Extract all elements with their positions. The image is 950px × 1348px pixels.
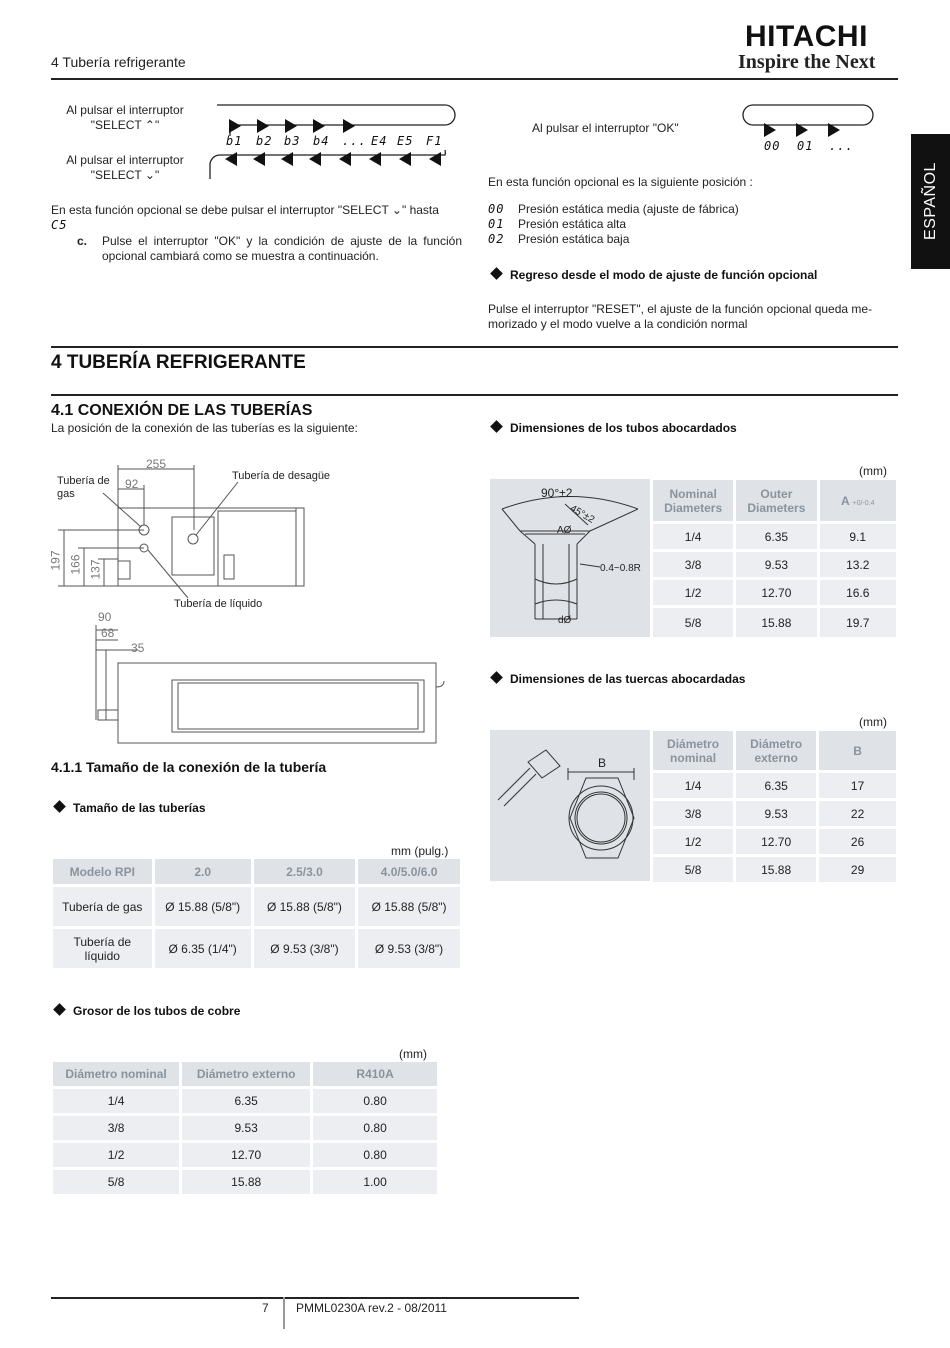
table-header-cell: Modelo RPI (53, 859, 152, 884)
code-ellipsis: ... (342, 134, 367, 148)
nut-b-label: B (598, 756, 607, 770)
dim-35: 35 (131, 641, 145, 655)
diamond-bullet-icon (53, 1003, 66, 1016)
section-title: 4 TUBERÍA REFRIGERANTE (51, 352, 306, 373)
liquid-pipe-label: Tubería de líquido (174, 598, 263, 610)
table-header-row: Diámetro nominal Diámetro externo R410A (53, 1062, 437, 1086)
section-rule-top (51, 346, 898, 348)
footer-divider (283, 1297, 285, 1329)
table-row: 1/2 12.70 0.80 (53, 1143, 437, 1167)
document-code: PMML0230A rev.2 - 08/2011 (296, 1301, 447, 1315)
page-number: 7 (262, 1301, 269, 1315)
option-item: 00 Presión estática media (ajuste de fábrica) (488, 202, 739, 216)
ok-label: Al pulsar el interruptor "OK" (532, 121, 679, 135)
flare-table (650, 477, 899, 640)
table-row: 5/8 15.88 19.7 (653, 608, 896, 637)
brand-logo: HITACHI (745, 20, 868, 53)
table-row: Tubería de gas Ø 15.88 (5/8") Ø 15.88 (5/8") Ø 15.88 (5/8") (53, 887, 460, 926)
diamond-bullet-icon (490, 420, 503, 433)
dim-137: 137 (88, 559, 103, 580)
table-row: Tubería de líquido Ø 6.35 (1/4") Ø 9.53 (3/8") Ø 9.53 (3/8") (53, 929, 460, 968)
table-header-cell: 2.5/3.0 (254, 859, 355, 884)
dim-68: 68 (101, 626, 115, 640)
code-f1: F1 (426, 134, 443, 148)
flare-unit: (mm) (859, 464, 887, 478)
chevron-up-circle-icon: ⌃ (144, 118, 155, 132)
select-down-label: Al pulsar el interruptor "SELECT ⌄" (66, 153, 184, 182)
dim-255: 255 (146, 457, 167, 471)
table-header-row (53, 859, 460, 884)
language-tab: ESPAÑOL (911, 134, 950, 269)
flare-a-label: AØ (557, 525, 572, 536)
dim-92: 92 (125, 477, 139, 491)
step-c-text: Pulse el interruptor "OK" y la condición de ajuste de la función opcional cambiará como se muestra a continuación. (102, 234, 462, 263)
code-b1: b1 (226, 134, 243, 148)
table-row: 1/4 6.35 0.80 (53, 1089, 437, 1113)
ok-code-ellipsis: ... (829, 139, 854, 153)
table-row: 5/8 15.88 29 (653, 857, 896, 882)
table-header-cell: 2.0 (155, 859, 251, 884)
return-text: Pulse el interruptor "RESET", el ajuste de la función opcional queda me- morizado y el modo vuelve a la condición normal (488, 302, 873, 331)
arrow-left-icons (225, 152, 441, 166)
table-row: 1/2 12.70 26 (653, 829, 896, 854)
thickness-heading: Grosor de los tubos de cobre (55, 1004, 240, 1018)
option-item: 01 Presión estática alta (488, 217, 627, 231)
code-e5: E5 (397, 134, 414, 148)
pipe-size-table (50, 856, 463, 971)
thickness-table (50, 1059, 440, 1197)
flare-d-label: dØ (558, 615, 572, 626)
diamond-bullet-icon (490, 267, 503, 280)
brand-tagline: Inspire the Next (738, 51, 876, 73)
flare-angle-label: 90°±2 (541, 486, 573, 500)
nut-unit: (mm) (859, 715, 887, 729)
header-rule (51, 78, 898, 80)
nut-table (650, 728, 899, 885)
table-header-row: Diámetro nominal Diámetro externo B (653, 731, 896, 770)
code-b2: b2 (256, 134, 273, 148)
pipe-size-unit: mm (pulg.) (391, 844, 449, 858)
chevron-down-circle-icon: ⌄ (391, 203, 402, 217)
option-list (488, 202, 739, 247)
table-header-cell: 4.0/5.0/6.0 (358, 859, 460, 884)
table-row: 5/8 15.88 1.00 (53, 1170, 437, 1194)
dim-166: 166 (68, 554, 83, 575)
nut-heading: Dimensiones de las tuercas abocardadas (492, 672, 745, 686)
table-row: 3/8 9.53 22 (653, 801, 896, 826)
ok-code-01: 01 (797, 139, 814, 153)
table-row: 3/8 9.53 13.2 (653, 552, 896, 577)
footer-rule (51, 1297, 579, 1299)
pipe-size-heading: Tamaño de las tuberías (55, 801, 206, 815)
flare-angle45-label: 45°±2 (568, 503, 597, 526)
diamond-bullet-icon (53, 800, 66, 813)
code-b3: b3 (284, 134, 301, 148)
section-rule-bottom (51, 394, 898, 396)
table-row: 3/8 9.53 0.80 (53, 1116, 437, 1140)
subsection-411-title: 4.1.1 Tamaño de la conexión de la tubería (51, 759, 327, 775)
select-instruction: En esta función opcional se debe pulsar el interruptor "SELECT ⌄" hasta C5 (51, 203, 439, 232)
position-intro: En esta función opcional es la siguiente posición : (488, 175, 753, 189)
arrow-right-icons (229, 119, 355, 133)
return-heading: Regreso desde el modo de ajuste de función opcional (492, 268, 817, 282)
select-sequence-diagram (205, 100, 460, 185)
thickness-unit: (mm) (399, 1047, 427, 1061)
code-e4: E4 (371, 134, 388, 148)
table-row: 1/4 6.35 17 (653, 773, 896, 798)
flare-r-label: 0.4~0.8R (600, 563, 641, 574)
subsection-41-text: La posición de la conexión de las tuberías es la siguiente: (51, 421, 358, 435)
select-up-label: Al pulsar el interruptor "SELECT ⌃" (66, 103, 184, 132)
section-header: 4 Tubería refrigerante (51, 54, 186, 70)
option-item: 02 Presión estática baja (488, 232, 630, 246)
diamond-bullet-icon (490, 671, 503, 684)
ok-code-00: 00 (764, 139, 781, 153)
flare-nut-figure (490, 730, 650, 881)
subsection-41-title: 4.1 CONEXIÓN DE LAS TUBERÍAS (51, 402, 313, 419)
gas-pipe-label: Tubería de gas (57, 475, 110, 500)
drain-pipe-label: Tubería de desagüe (232, 470, 331, 482)
dim-197: 197 (48, 550, 63, 571)
step-c-label: c. (77, 234, 88, 248)
table-row: 1/2 12.70 16.6 (653, 580, 896, 605)
chevron-down-circle-icon: ⌄ (144, 168, 155, 182)
table-row: 1/4 6.35 9.1 (653, 524, 896, 549)
dim-90: 90 (98, 610, 112, 624)
flare-heading: Dimensiones de los tubos abocardados (492, 421, 737, 435)
code-b4: b4 (313, 134, 330, 148)
table-header-row: Nominal Diameters Outer Diameters A +0/-0.4 (653, 480, 896, 521)
